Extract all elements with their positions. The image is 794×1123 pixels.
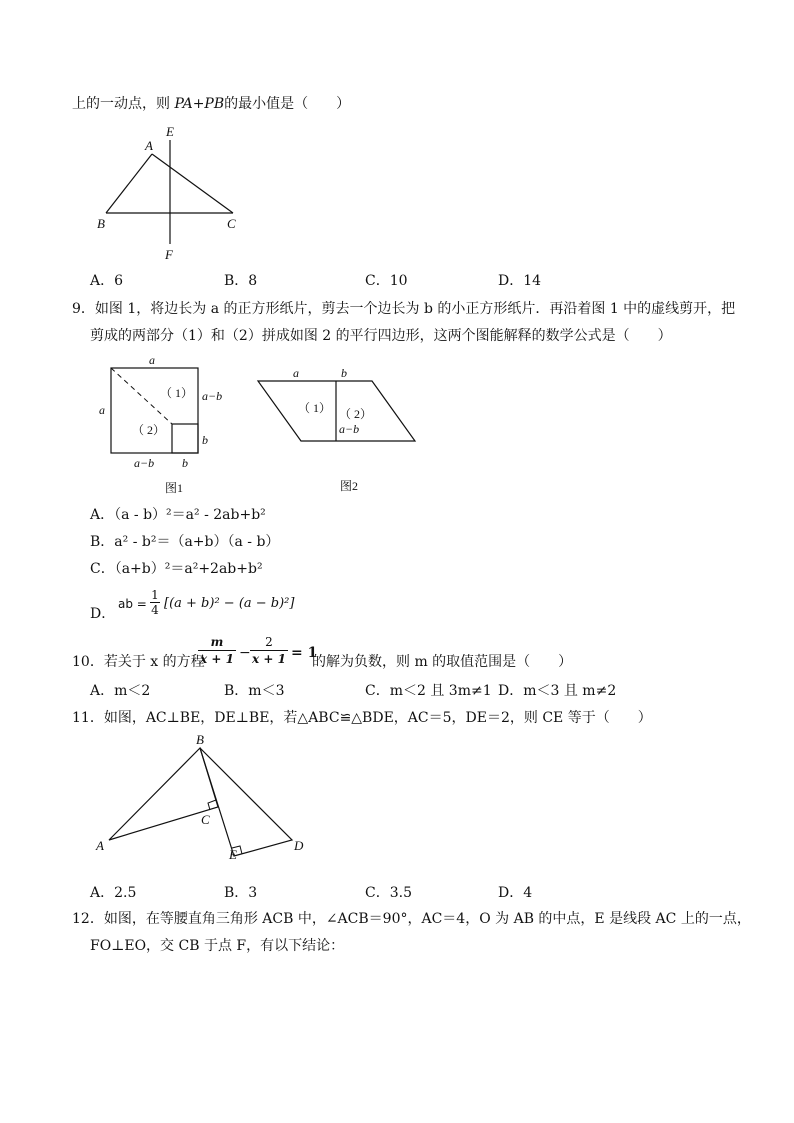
- q9-option-a[interactable]: A．（a - b）²＝a² - 2ab+b²: [90, 507, 266, 523]
- q12-stem-line1: 12．如图，在等腰直角三角形 ACB 中，∠ACB＝90°，AC＝4，O 为 AB 的中点，E 是线段 AC 上的一点，: [72, 911, 751, 927]
- q9-f2-mid: a−b: [339, 422, 360, 436]
- q9-f1-right: a−b: [202, 389, 223, 403]
- q10-option-a[interactable]: A．m＜2: [90, 683, 151, 699]
- q8-option-b[interactable]: B．8: [224, 273, 258, 289]
- q10-frac2-num: 2: [250, 634, 288, 651]
- q8-label-c: C: [227, 216, 236, 231]
- q10-suffix: 的解为负数，则 m 的取值范围是（ ）: [312, 654, 573, 670]
- q9-f1-part1: （ 1）: [160, 386, 194, 400]
- q10-fraction-2: [250, 634, 288, 667]
- q12-stem-line2: FO⊥EO，交 CB 于点 F，有以下结论：: [90, 938, 345, 954]
- q10-stem: [72, 634, 672, 674]
- q9-option-d-lhs: ab =: [118, 597, 147, 611]
- q8-option-c[interactable]: C．10: [365, 273, 408, 289]
- q8-label-a: A: [145, 138, 153, 153]
- q8-label-f: F: [165, 247, 173, 262]
- q8-side-ab: [106, 154, 152, 213]
- q11-stem: 11．如图，AC⊥BE，DE⊥BE，若△ABC≌△BDE，AC＝5，DE＝2，则 CE 等于（ ）: [72, 710, 652, 726]
- q9-option-d[interactable]: [90, 588, 330, 628]
- q8-stem-before: 上的一动点，则: [72, 96, 175, 112]
- q8-stem-var: PA+PB: [174, 96, 225, 112]
- q10-minus: −: [239, 645, 251, 661]
- q8-figure: [90, 120, 250, 265]
- q11-option-c[interactable]: C．3.5: [365, 885, 412, 901]
- q10-fraction-1: [198, 634, 236, 667]
- q9-f1-part2: （ 2）: [132, 423, 166, 437]
- q11-label-b: B: [196, 732, 204, 747]
- q10-equals: = 1: [291, 645, 318, 661]
- q10-prefix: 10．若关于 x 的方程: [72, 654, 205, 670]
- q8-stem: [72, 94, 350, 114]
- q9-big-square: [111, 368, 198, 453]
- q8-option-d[interactable]: D．14: [498, 273, 542, 289]
- q11-label-e: E: [229, 847, 237, 862]
- q11-option-b[interactable]: B．3: [224, 885, 258, 901]
- q8-stem-after: 的最小值是（ ）: [224, 96, 351, 112]
- q9-option-c[interactable]: C．（a+b）²＝a²+2ab+b²: [90, 561, 263, 577]
- q9-figure-1: [95, 352, 235, 497]
- q9-option-d-fraction: [150, 588, 160, 617]
- q9-f1-bottom-right: b: [182, 456, 188, 470]
- q11-figure: [90, 728, 320, 868]
- q9-option-b[interactable]: B．a² - b²＝（a+b）（a - b）: [90, 534, 280, 550]
- q9-f1-caption: 图1: [165, 481, 184, 495]
- q8-label-b: B: [97, 216, 105, 231]
- q9-stem-line2: 剪成的两部分（1）和（2）拼成如图 2 的平行四边形，这两个图能解释的数学公式是（ ）: [90, 328, 672, 344]
- q10-option-b[interactable]: B．m＜3: [224, 683, 285, 699]
- q9-f1-small-b: b: [202, 433, 208, 447]
- q11-option-a[interactable]: A．2.5: [90, 885, 137, 901]
- q8-option-a[interactable]: A．6: [90, 273, 124, 289]
- q8-label-e: E: [166, 124, 174, 139]
- q9-option-d-frac-num: 1: [151, 588, 159, 602]
- q10-frac1-num: m: [198, 634, 236, 651]
- q9-f2-part2: （ 2）: [339, 407, 373, 421]
- q9-f1-left-a: a: [99, 403, 105, 417]
- q10-frac2-den: x + 1: [252, 652, 286, 666]
- q11-option-d[interactable]: D．4: [498, 885, 533, 901]
- q9-option-d-prefix: D．: [90, 606, 116, 622]
- q9-f2-top-b: b: [341, 366, 347, 380]
- q9-f1-top-a: a: [149, 353, 155, 367]
- q9-f2-top-a: a: [293, 366, 299, 380]
- q8-side-ac: [152, 154, 233, 213]
- q11-label-d: D: [294, 838, 304, 853]
- q9-stem-line1: 9．如图 1，将边长为 a 的正方形纸片，剪去一个边长为 b 的小正方形纸片．再沿着图 1 中的虚线剪开，把: [72, 301, 736, 317]
- q9-f1-bottom-left: a−b: [134, 456, 155, 470]
- q11-label-a: A: [96, 838, 104, 853]
- q11-label-c: C: [201, 812, 210, 827]
- q9-option-d-frac-den: 4: [151, 603, 159, 617]
- q10-frac1-den: x + 1: [200, 652, 234, 666]
- q10-option-d[interactable]: D．m＜3 且 m≠2: [498, 683, 617, 699]
- q11-triangle-bde: [200, 748, 292, 856]
- q9-f2-part1: （ 1）: [298, 401, 332, 415]
- q10-option-c[interactable]: C．m＜2 且 3m≠1: [365, 683, 492, 699]
- q9-figure-2: [250, 362, 430, 497]
- q9-f2-caption: 图2: [340, 479, 359, 493]
- q9-small-square: [172, 424, 198, 453]
- q9-option-d-rhs: [(a + b)² − (a − b)²]: [164, 596, 295, 611]
